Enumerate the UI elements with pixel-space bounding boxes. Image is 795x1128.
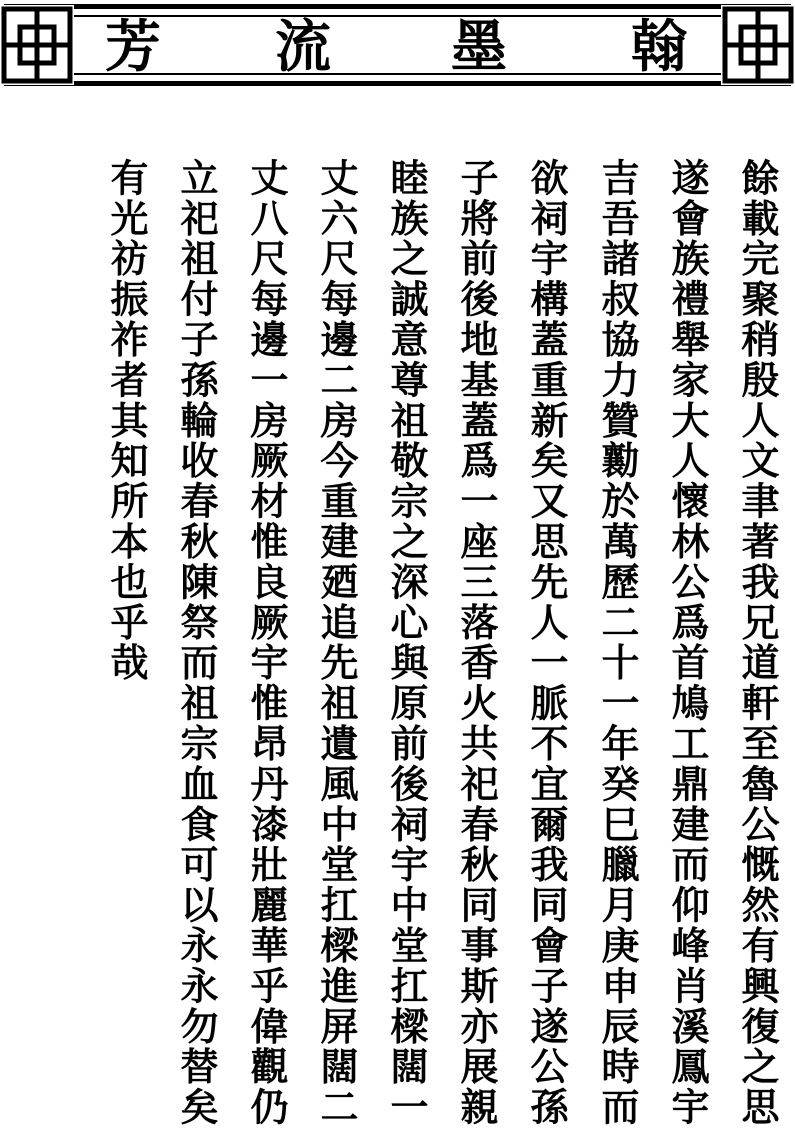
text-column-10: 有光祊振祚者其知所本也乎哉: [104, 158, 149, 684]
fret-ornament-left-icon: [0, 5, 74, 85]
title-char-1: 芳: [105, 14, 161, 80]
text-column-4: 欲祠宇構蓋重新矣又思先人一脈不宜爾我同會子遂公孫: [524, 158, 569, 1128]
text-column-3: 吉吾諸叔協力贊勷於萬歷二十一年癸巳臘月庚申辰時而: [595, 158, 640, 1128]
title-char-4: 翰: [631, 14, 687, 80]
text-column-6: 睦族之誠意尊祖敬宗之深心與原前後祠宇中堂扛樑闊一: [384, 158, 429, 1128]
title-char-3: 墨: [451, 14, 507, 80]
text-column-7: 丈六尺每邊二房今重建廼追先祖遺風中堂扛樑進屏闊二: [314, 158, 359, 1128]
vertical-text-body: [95, 158, 785, 1128]
text-column-9: 立祀祖付子孫輪收春秋陳祭而祖宗血食可以永永勿替矣: [174, 158, 219, 1128]
title-banner: [4, 4, 791, 86]
text-column-1: 餘載完聚稍殷人文聿著我兄道軒至魯公慨然有興復之思: [735, 158, 780, 1128]
text-column-5: 子將前後地基蓋爲一座三落香火共祀春秋同事斯亦展親: [454, 158, 499, 1128]
fret-ornament-right-icon: [721, 5, 795, 85]
text-column-8: 丈八尺每邊一房厥材惟良厥宇惟昂丹漆壯麗華乎偉觀仍: [244, 158, 289, 1128]
text-column-2: 遂會族禮舉家大人懷林公爲首鳩工鼎建而仰峰肖溪鳳宇: [665, 158, 710, 1128]
title-char-2: 流: [275, 14, 331, 80]
